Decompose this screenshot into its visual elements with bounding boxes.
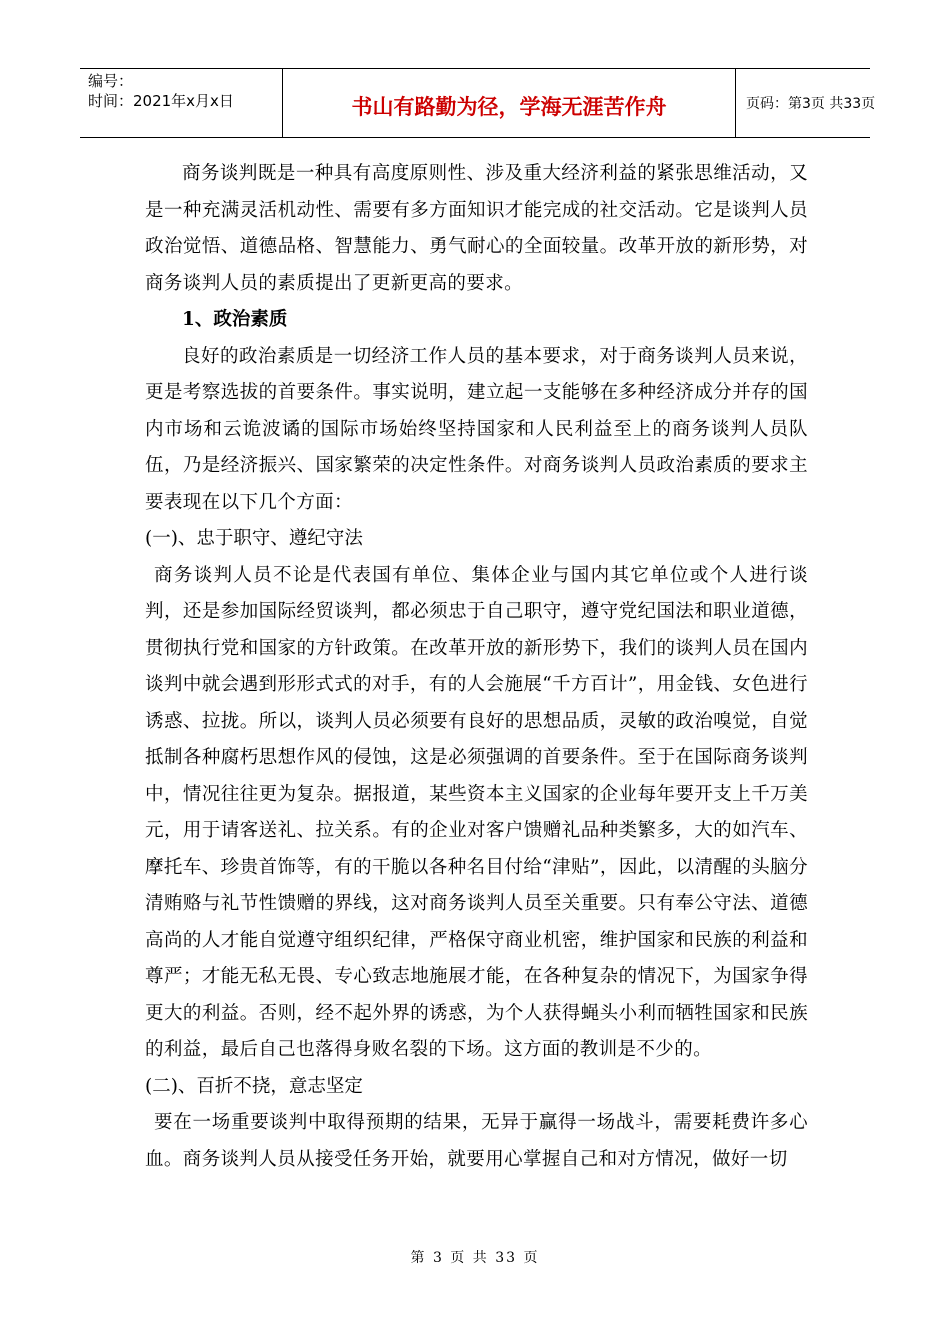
section-heading: 1、政治素质 (182, 309, 288, 330)
date-label: 时间：2021年x月x日 (88, 92, 234, 110)
subsection-heading-1: (一)、忠于职守、遵纪守法 (145, 528, 363, 549)
page-info: 页码：第3页 共33页 (746, 96, 876, 112)
subsection-heading-2: (二)、百折不挠，意志坚定 (145, 1075, 363, 1097)
page-footer: 第 3 页 共 33 页 (410, 1250, 540, 1266)
header-meta-cell (80, 69, 283, 137)
document-header (80, 68, 876, 138)
loyalty-paragraph: 商务谈判人员不论是代表国有单位、集体企业与国内其它单位或个人进行谈判，还是参加国际经贸谈判，都必须忠于自己职守，遵守党纪国法和职业道德，贯彻执行党和国家的方针政策。在改革开放的新形势下，我们的谈判人员在国内谈判中就会遇到形形式式的对手，有的人会施展“千方百计”，用金钱、女色进行诱惑、拉拢。所以，谈判人员必须要有良好的思想品质，灵敏的政治嗅觉，自觉抵制各种腐朽思想作风的侵蚀，这是必须强调的首要条件。至于在国际商务谈判中，情况往往更为复杂。据报道，某些资本主义国家的企业每年要开支上千万美元，用于请客送礼、拉关系。有的企业对客户馈赠礼品种类繁多，大的如汽车、摩托车、珍贵首饰等，有的干脆以各种名目付给“津贴”，因此，以清醒的头脑分清贿赂与礼节性馈赠的界线，这对商务谈判人员至关重要。只有奉公守法、道德高尚的人才能自觉遵守组织纪律，严格保守商业机密，维护国家和民族的利益和尊严；才能无私无畏、专心致志地施展才能，在各种复杂的情况下，为国家争得更大的利益。否则，经不起外界的诱惑，为个人获得蝇头小利而牺牲国家和民族的利益，最后自己也落得身败名裂的下场。这方面的教训是不少的。 (145, 564, 808, 1060)
intro-paragraph: 商务谈判既是一种具有高度原则性、涉及重大经济利益的紧张思维活动，又是一种充满灵活机动性、需要有多方面知识才能完成的社交活动。它是谈判人员政治觉悟、道德品格、智慧能力、勇气耐心的全面较量。改革开放的新形势，对商务谈判人员的素质提出了更新更高的要求。 (145, 163, 808, 294)
political-quality-paragraph: 良好的政治素质是一切经济工作人员的基本要求，对于商务谈判人员来说，更是考察选拔的首要条件。事实说明，建立起一支能够在多种经济成分并存的国内市场和云诡波谲的国际市场始终坚持国家和人民利益至上的商务谈判人员队伍，乃是经济振兴、国家繁荣的决定性条件。对商务谈判人员政治素质的要求主要表现在以下几个方面： (145, 345, 808, 513)
header-page-cell (736, 69, 876, 137)
number-label: 编号： (88, 72, 134, 90)
document-body (145, 156, 808, 1178)
motto-text: 书山有路勤为径，学海无涯苦作舟 (351, 95, 667, 119)
header-motto-cell (283, 69, 736, 137)
willpower-paragraph: 要在一场重要谈判中取得预期的结果，无异于赢得一场战斗，需要耗费许多心血。商务谈判人员从接受任务开始，就要用心掌握自己和对方情况，做好一切 (145, 1112, 808, 1170)
